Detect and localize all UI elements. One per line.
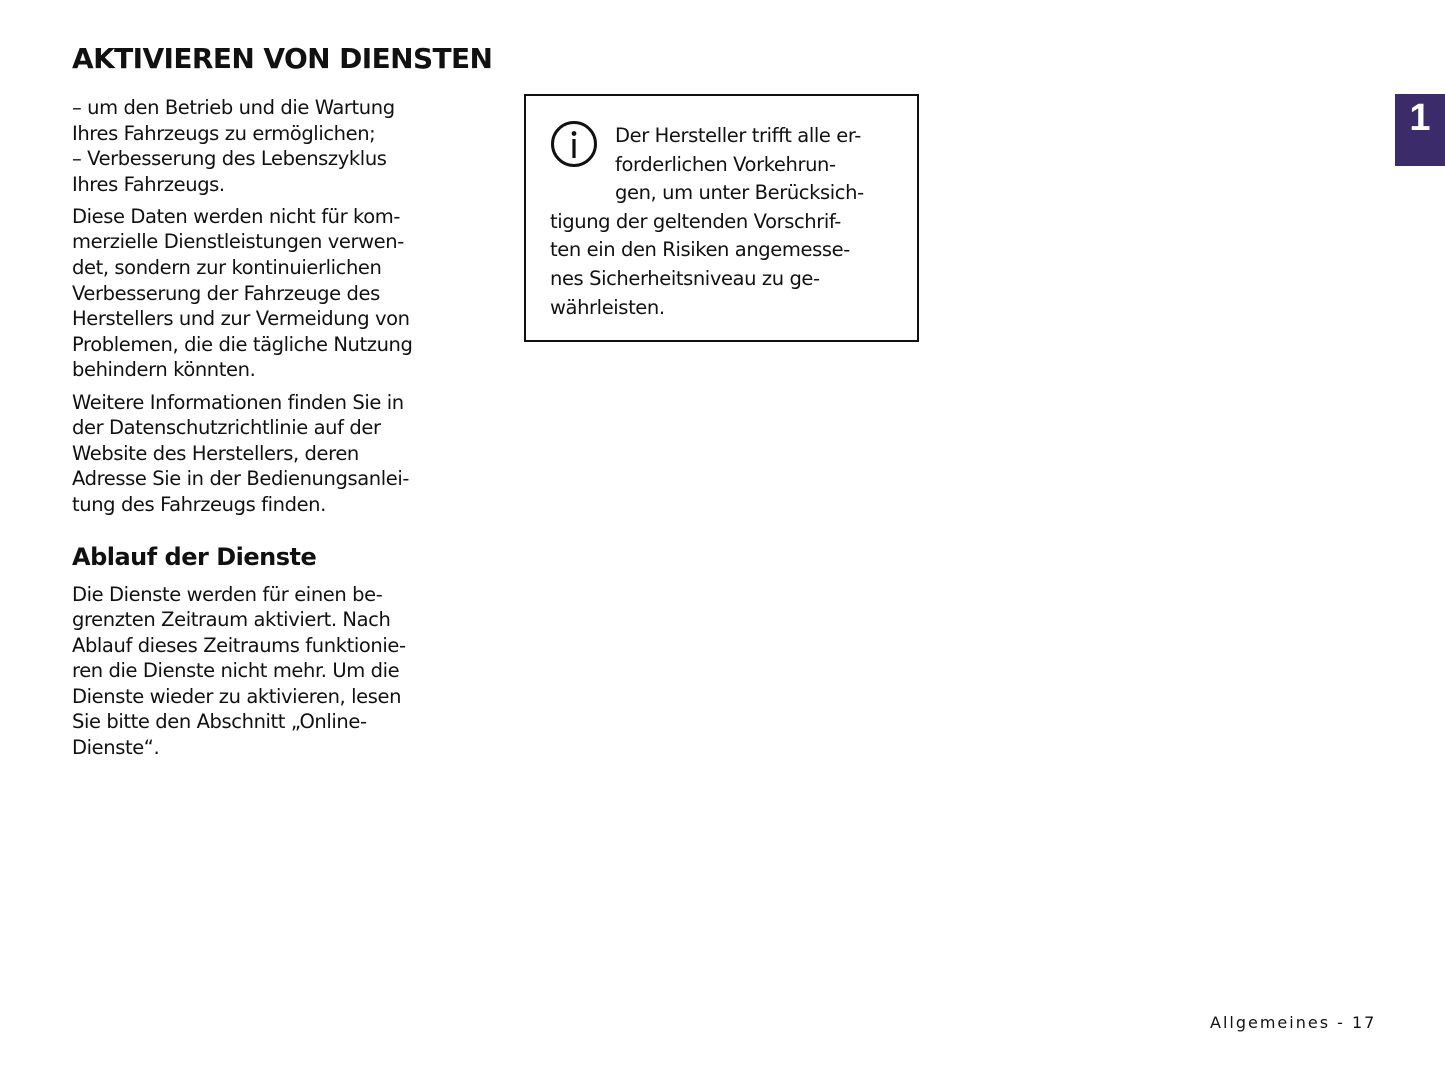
chapter-tab: 1 [1395, 94, 1445, 166]
text-line: ren die Dienste nicht mehr. Um die [72, 659, 400, 683]
page-heading: AKTIVIEREN VON DIENSTEN [72, 42, 493, 75]
bullet-item [72, 95, 472, 146]
text-line: tigung der geltenden Vorschrif- [550, 209, 841, 233]
info-note-box [524, 94, 919, 342]
text-line: grenzten Zeitraum aktiviert. Nach [72, 608, 391, 632]
text-line: det, sondern zur kontinuierlichen [72, 256, 382, 280]
text-line: währleisten. [550, 295, 665, 319]
text-line: ten ein den Risiken angemesse- [550, 238, 850, 262]
text-line: Weitere Informationen finden Sie in [72, 390, 404, 414]
text-line: merzielle Dienstleistungen verwen- [72, 230, 404, 254]
text-line: gen, um unter Berücksich- [615, 181, 864, 205]
page-footer: Allgemeines - 17 [1210, 1013, 1377, 1032]
text-line: Sie bitte den Abschnitt „Online- [72, 710, 367, 734]
text-line: Herstellers und zur Vermeidung von [72, 307, 410, 331]
text-line: Der Hersteller trifft alle er- [615, 124, 861, 147]
text-line: Problemen, die die tägliche Nutzung [72, 332, 413, 356]
text-line: Adresse Sie in der Bedienungsanlei- [72, 467, 409, 491]
bullet-item [72, 146, 472, 197]
text-line: nes Sicherheitsniveau zu ge- [550, 266, 820, 290]
text-line: behindern könnten. [72, 358, 256, 382]
text-line: Website des Herstellers, deren [72, 441, 359, 465]
text-line: Diese Daten werden nicht für kom- [72, 204, 401, 228]
paragraph-data-usage [72, 204, 472, 383]
text-line: der Datenschutzrichtlinie auf der [72, 416, 381, 440]
left-column [72, 95, 472, 761]
text-line: Die Dienste werden für einen be- [72, 582, 383, 606]
text-line: Ablauf dieses Zeitraums funktionie- [72, 633, 406, 657]
text-line: – Verbesserung des Lebenszyklus [72, 147, 387, 171]
text-line: – um den Betrieb und die Wartung [72, 96, 395, 119]
section-subheading: Ablauf der Dienste [72, 542, 317, 571]
text-line: Dienste“. [72, 736, 160, 760]
text-line: Verbesserung der Fahrzeuge des [72, 281, 380, 305]
text-line: forderlichen Vorkehrun- [615, 152, 836, 176]
paragraph-service-expiry [72, 582, 472, 761]
text-line: Dienste wieder zu aktivieren, lesen [72, 684, 402, 708]
text-line: Ihres Fahrzeugs. [72, 172, 225, 196]
paragraph-privacy-info [72, 390, 472, 518]
info-note-text [550, 122, 910, 322]
text-line: Ihres Fahrzeugs zu ermöglichen; [72, 121, 376, 145]
text-line: tung des Fahrzeugs finden. [72, 492, 326, 516]
